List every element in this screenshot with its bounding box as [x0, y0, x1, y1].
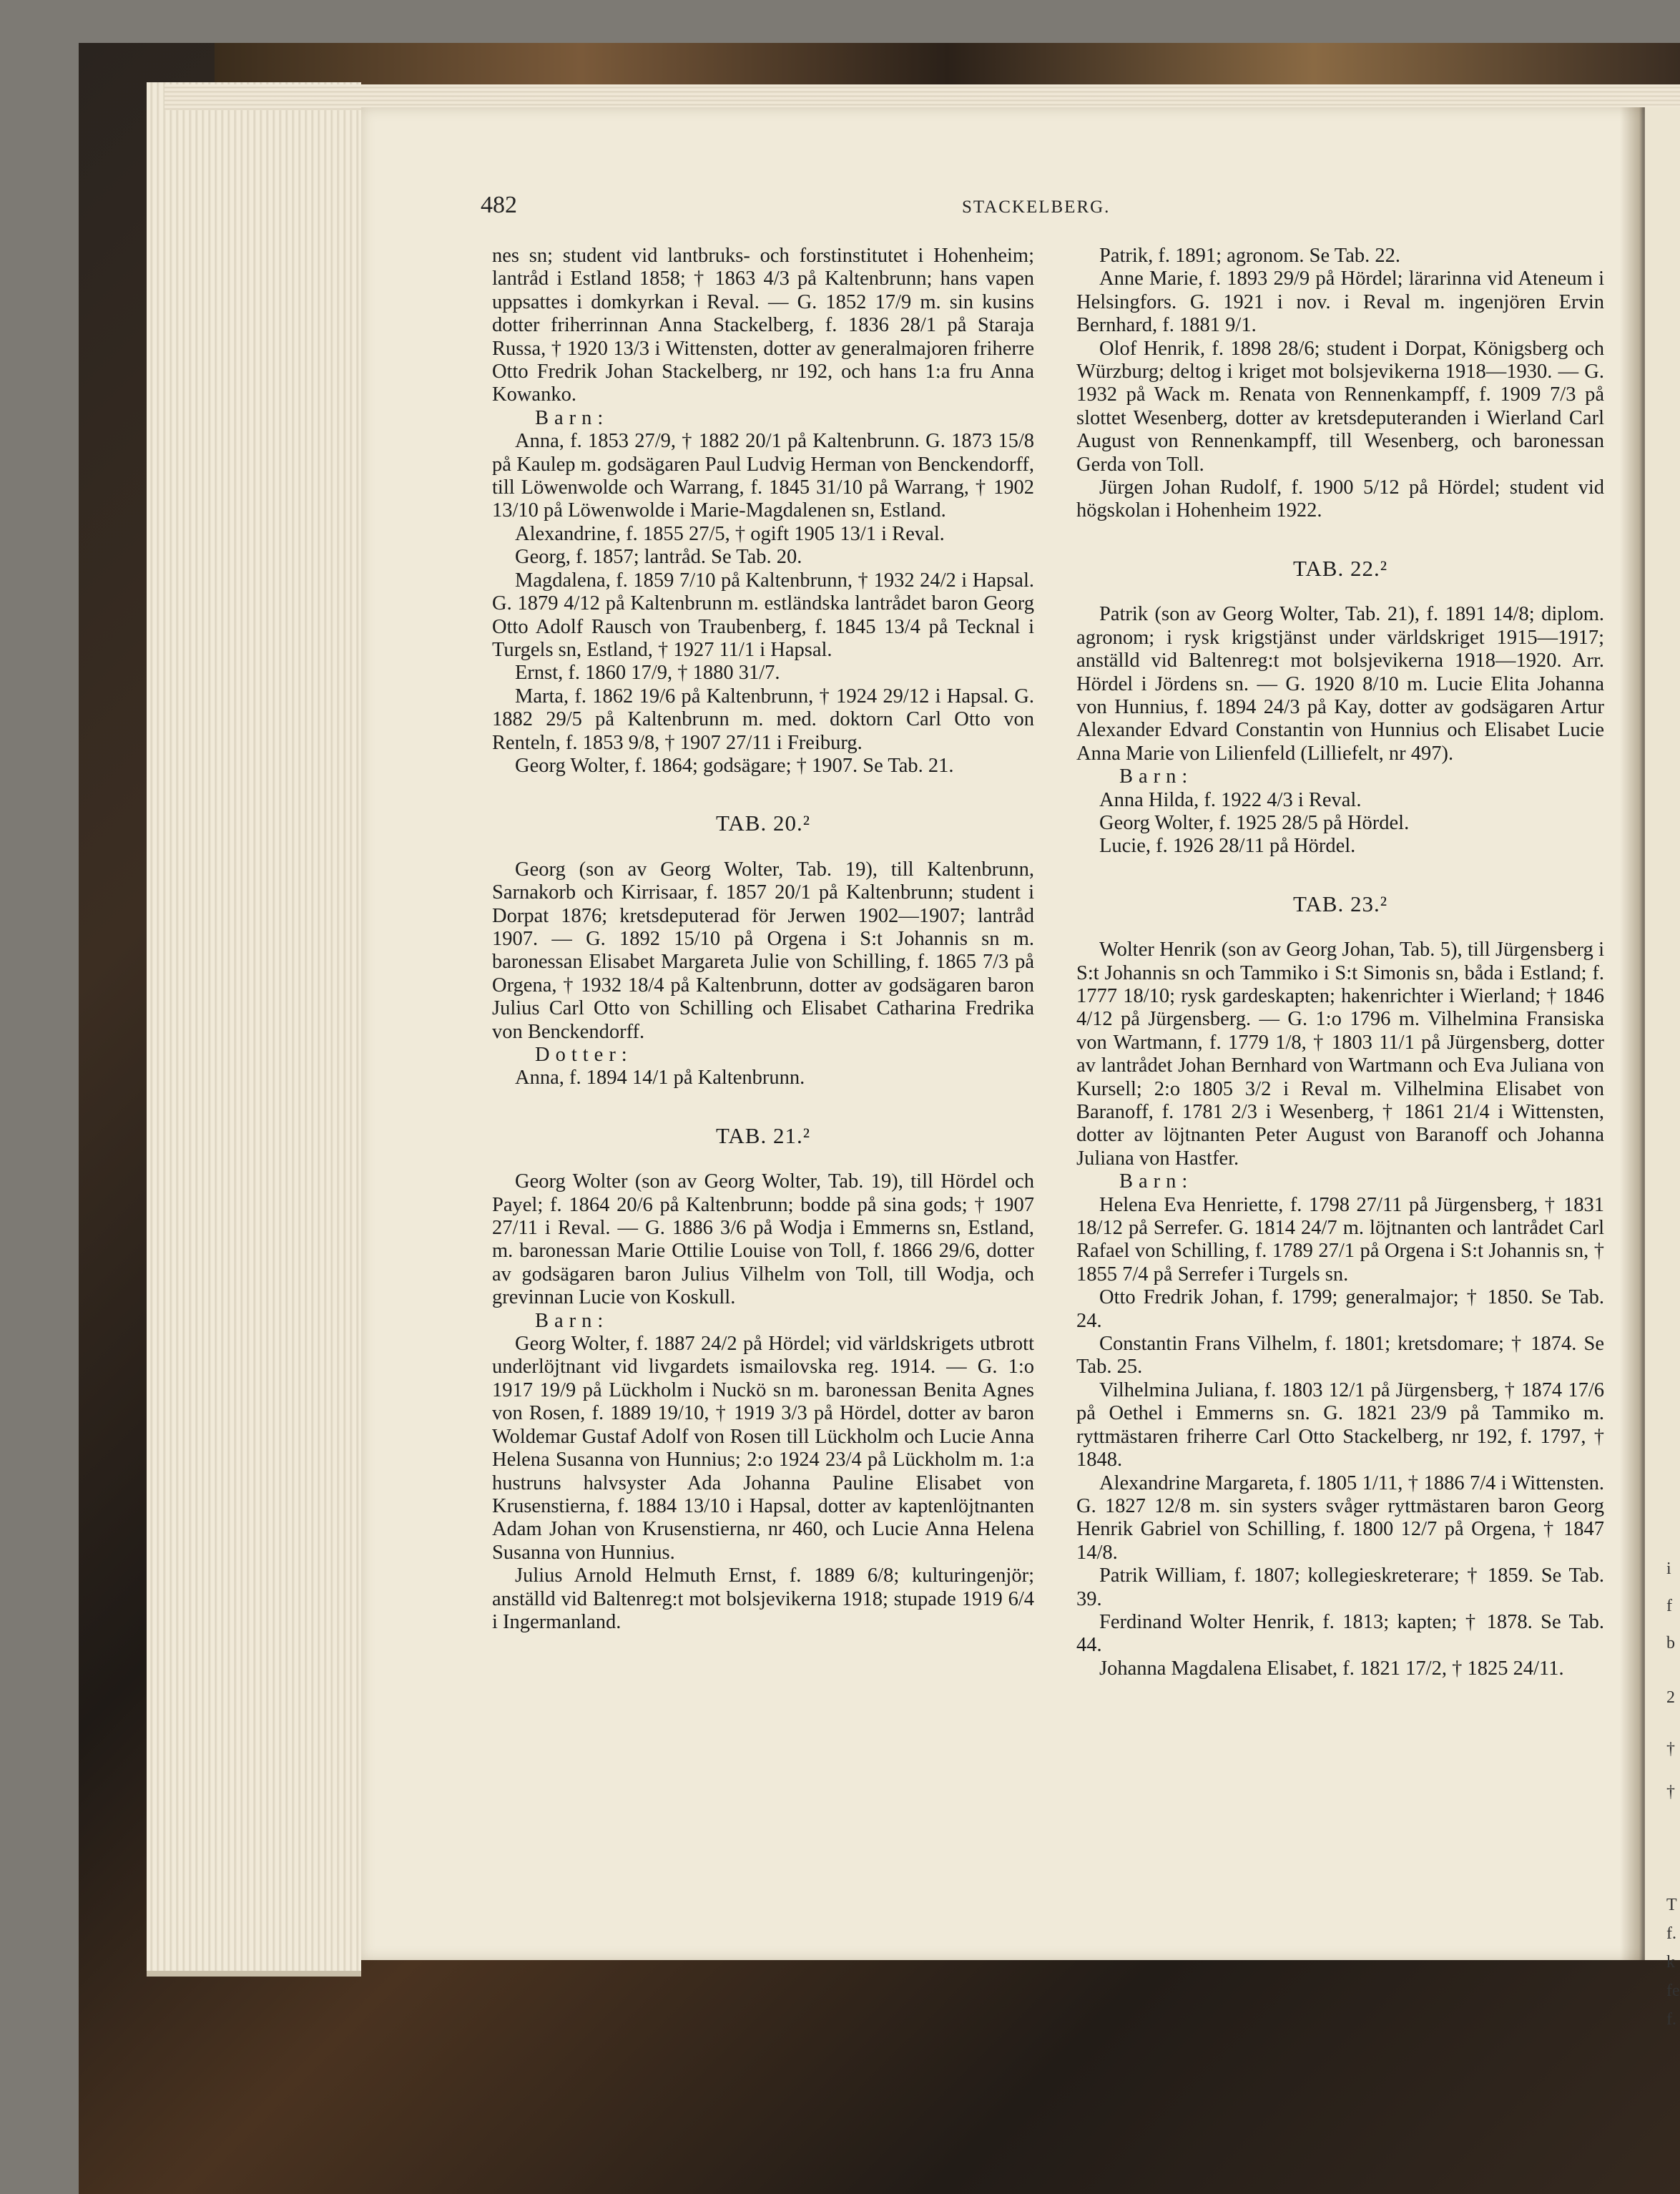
table-heading: TAB. 23.²	[1292, 891, 1388, 916]
facing-page-text-strip	[1664, 107, 1680, 2029]
facing-page-fragment: †	[1666, 1740, 1675, 1758]
text-paragraph: Georg Wolter, f. 1864; godsägare; † 1907. Se Tab. 21.	[515, 754, 954, 777]
page-edges-top	[164, 84, 1680, 110]
text-paragraph: Otto Fredrik Johan, f. 1799; generalmajor; † 1850. Se Tab. 24.	[1076, 1286, 1604, 1332]
text-paragraph: Anne Marie, f. 1893 29/9 på Hördel; lärarinna vid Ateneum i Helsingfors. G. 1921 i nov. i Reval m. ingenjören Ervin Bernhard, f. 1881 9/1.	[1076, 268, 1604, 337]
text-paragraph: Georg Wolter (son av Georg Wolter, Tab. 19), till Hördel och Payel; f. 1864 20/6 på Kaltenbrunn; bodde på sina gods; † 1907 27/11 i Reval. — G. 1886 3/6 på Wodja i Emmerns sn, Estland, m. baronessan Marie Ottilie Louise von Toll, f. 1866 29/6, dotter av godsägaren baron Julius Vilhelm von Toll, till Wodja, och grevinnan Lucie von Koskull.	[492, 1170, 1034, 1309]
text-paragraph: Georg Wolter, f. 1887 24/2 på Hördel; vid världskrigets utbrott underlöjtnant vid livgardets ismailovska reg. 1914. — G. 1:o 1917 19/9 på Lückholm i Nuckö sn m. baronessan Benita Agnes von Rosen, f. 1889 19/10, † 1919 3/3 på Hördel, dotter av baron Woldemar Gustaf Adolf von Rosen till Lückholm och Lucie Anna Helena Susanna von Hunnius; 2:o 1924 23/4 på Lückholm m. 1:a hustruns halvsyster Ada Johanna Pauline Elisabet von Krusenstierna, f. 1884 13/10 i Hapsal, dotter av kaptenlöjtnanten Adam Johan von Krusenstierna, nr 460, och Lucie Anna Helena Susanna von Hunnius.	[492, 1333, 1034, 1564]
facing-page-fragment: i	[1666, 1559, 1671, 1578]
text-paragraph: nes sn; student vid lantbruks- och forstinstitutet i Hohenheim; lantråd i Estland 1858; † 1863 4/3 på Kaltenbrunn; hans vapen uppsattes i domkyrkan i Reval. — G. 1852 17/9 m. sin kusins dotter friherrinnan Anna Stackelberg, f. 1836 28/1 på Staraja Russa, † 1920 13/3 i Wittensten, dotter av generalmajoren friherre Otto Fredrik Johan Stackelberg, nr 192, och hans 1:a fru Anna Kowanko.	[492, 245, 1034, 406]
text-paragraph: Ferdinand Wolter Henrik, f. 1813; kapten; † 1878. Se Tab. 44.	[1076, 1610, 1604, 1657]
running-title: STACKELBERG.	[962, 197, 1111, 217]
table-heading: TAB. 22.²	[1292, 555, 1388, 581]
text-paragraph: Patrik William, f. 1807; kollegieskreterare; † 1859. Se Tab. 39.	[1076, 1564, 1604, 1610]
section-label: Barn:	[535, 406, 609, 429]
left-column	[492, 245, 1034, 1634]
table-heading: TAB. 21.²	[715, 1122, 811, 1148]
text-paragraph: Anna, f. 1853 27/9, † 1882 20/1 på Kaltenbrunn. G. 1873 15/8 på Kaulep m. godsägaren Paul Ludvig Herman von Benckendorff, till Löwenwolde och Warrang, f. 1845 31/10 på Warrang, † 1902 13/10 på Löwenwolde i Marie-Magdalenen sn, Estland.	[492, 430, 1034, 522]
facing-page-fragment: fe	[1666, 1982, 1680, 2000]
text-paragraph: Constantin Frans Vilhelm, f. 1801; kretsdomare; † 1874. Se Tab. 25.	[1076, 1333, 1604, 1378]
text-paragraph: Olof Henrik, f. 1898 28/6; student i Dorpat, Königsberg och Würzburg; deltog i kriget mot bolsjevikerna 1918—1930. — G. 1932 på Wack m. Renata von Rennenkampff, f. 1909 7/3 på slottet Wesenberg, dotter av kretsdeputeranden i Wierland Carl August von Rennenkampff, till Wesenberg, och baronessan Gerda von Toll.	[1076, 337, 1604, 476]
facing-page-fragment: T	[1666, 1896, 1677, 1914]
section-label: Dotter:	[535, 1044, 633, 1066]
text-paragraph: Lucie, f. 1926 28/11 på Hördel.	[1099, 835, 1356, 858]
facing-page-fragment: †	[1666, 1783, 1675, 1801]
text-paragraph: Georg, f. 1857; lantråd. Se Tab. 20.	[515, 546, 802, 569]
text-paragraph: Georg (son av Georg Wolter, Tab. 19), till Kaltenbrunn, Sarnakorb och Kirrisaar, f. 1857 20/1 på Kaltenbrunn; student i Dorpat 1876; kretsdeputerad för Jerwen 1902—1907; lantråd 1907. — G. 1892 15/10 på Orgena i S:t Johannis sn m. baronessan Elisabet Margareta Julie von Schilling, f. 1865 7/3 på Orgena, † 1932 18/4 på Kaltenbrunn, dotter av godsägaren baron Julius Carl Otto von Schilling och Elisabet Catharina Fredrika von Benckendorff.	[492, 858, 1034, 1043]
section-label: Barn:	[1119, 765, 1194, 788]
text-paragraph: Vilhelmina Juliana, f. 1803 12/1 på Jürgensberg, † 1874 17/6 på Oethel i Emmerns sn. G. 1821 23/9 på Tammiko m. ryttmästaren friherre Carl Otto Stackelberg, nr 192, f. 1797, † 1848.	[1076, 1378, 1604, 1471]
section-label: Barn:	[535, 1309, 609, 1332]
text-paragraph: Patrik (son av Georg Wolter, Tab. 21), f. 1891 14/8; diplom. agronom; i rysk krigstjänst under världskriget 1915—1917; anställd vid Baltenreg:t mot bolsjevikerna 1918—1920. Arr. Hördel i Jördens sn. — G. 1920 8/10 m. Lucie Elita Johanna von Hunnius, f. 1894 24/3 på Kay, dotter av godsägaren Artur Alexander Edvard Constantin von Hunnius och Elisabet Lucie Anna Marie von Lilienfeld (Lilliefelt, nr 497).	[1076, 603, 1604, 765]
page-edges	[147, 82, 361, 1977]
text-paragraph: Johanna Magdalena Elisabet, f. 1821 17/2, † 1825 24/11.	[1099, 1657, 1564, 1680]
text-paragraph: Alexandrine Margareta, f. 1805 1/11, † 1886 7/4 i Wittensten. G. 1827 12/8 m. sin systers svåger ryttmästaren baron Georg Henrik Gabriel von Schilling, f. 1800 12/7 på Orgena, † 1847 14/8.	[1076, 1471, 1604, 1564]
facing-page-fragment: 2	[1666, 1688, 1675, 1707]
text-paragraph: Magdalena, f. 1859 7/10 på Kaltenbrunn, † 1932 24/2 i Hapsal. G. 1879 4/12 på Kaltenbrunn m. estländska lantrådet baron Georg Otto Adolf Rausch von Traubenberg, f. 1845 13/4 på Tecknal i Turgels sn, Estland, † 1927 11/1 i Hapsal.	[492, 569, 1034, 661]
text-paragraph: Julius Arnold Helmuth Ernst, f. 1889 6/8; kulturingenjör; anställd vid Baltenreg:t mot bolsjevikerna 1918; stupade 1919 6/4 i Ingermanland.	[492, 1564, 1034, 1633]
table-heading: TAB. 20.²	[715, 810, 811, 836]
text-paragraph: Anna Hilda, f. 1922 4/3 i Reval.	[1099, 788, 1362, 811]
facing-page-fragment: f.	[1666, 1924, 1676, 1943]
facing-page-fragment: f.	[1666, 2010, 1676, 2029]
text-paragraph: Jürgen Johan Rudolf, f. 1900 5/12 på Hördel; student vid högskolan i Hohenheim 1922.	[1076, 476, 1604, 522]
facing-page-fragment: f	[1666, 1597, 1672, 1615]
facing-page-fragment: k	[1666, 1953, 1675, 1972]
text-paragraph: Patrik, f. 1891; agronom. Se Tab. 22.	[1099, 245, 1400, 267]
right-column	[1076, 245, 1604, 1680]
text-paragraph: Ernst, f. 1860 17/9, † 1880 31/7.	[515, 662, 780, 685]
text-paragraph: Wolter Henrik (son av Georg Johan, Tab. 5), till Jürgensberg i S:t Johannis sn och Tammiko i S:t Simonis sn, båda i Estland; f. 1777 18/10; rysk gardeskapten; hakenrichter i Wierland; † 1846 4/12 på Jürgensberg. — G. 1:o 1796 m. Vilhelmina Fransiska von Wartmann, f. 1779 1/8, † 1803 11/1 på Jürgensberg, dotter av lantrådet Johan Bernhard von Wartmann och Eva Juliana von Kursell; 2:o 1805 3/2 i Reval m. Vilhelmina Elisabet von Baranoff, f. 1781 2/3 i Wesenberg, † 1861 21/4 i Wittensten, dotter av löjtnanten Peter August von Baranoff och Johanna Juliana von Hastfer.	[1076, 939, 1604, 1170]
page-number: 482	[481, 192, 517, 218]
text-paragraph: Helena Eva Henriette, f. 1798 27/11 på Jürgensberg, † 1831 18/12 på Serrefer. G. 1814 24/7 m. löjtnanten och lantrådet Carl Rafael von Schilling, f. 1789 27/1 på Orgena i S:t Johannis sn, † 1855 7/4 på Serrefer i Turgels sn.	[1076, 1193, 1604, 1285]
text-paragraph: Marta, f. 1862 19/6 på Kaltenbrunn, † 1924 29/12 i Hapsal. G. 1882 29/5 på Kaltenbrunn m. med. doktorn Carl Otto von Renteln, f. 1853 9/8, † 1907 27/11 i Freiburg.	[492, 685, 1034, 754]
facing-page-fragment: b	[1666, 1634, 1675, 1652]
text-paragraph: Georg Wolter, f. 1925 28/5 på Hördel.	[1099, 811, 1410, 834]
text-paragraph: Alexandrine, f. 1855 27/5, † ogift 1905 13/1 i Reval.	[515, 522, 945, 545]
text-paragraph: Anna, f. 1894 14/1 på Kaltenbrunn.	[515, 1067, 805, 1089]
section-label: Barn:	[1119, 1170, 1194, 1193]
